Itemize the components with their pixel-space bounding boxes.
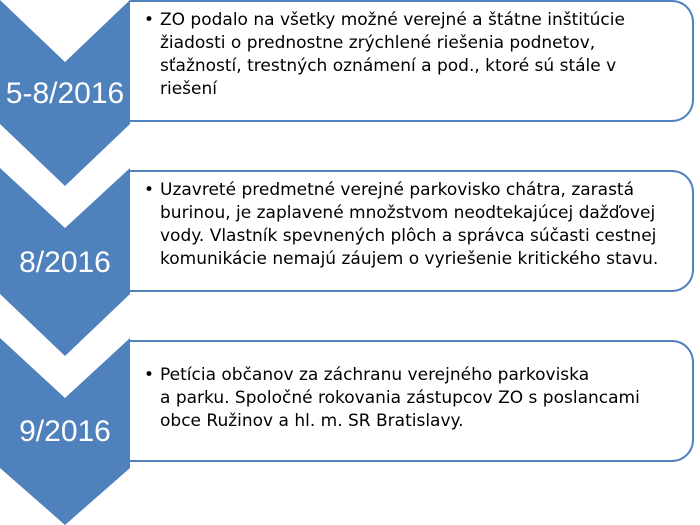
- timeline-card-3: [130, 340, 694, 462]
- card-text: Petícia občanov za záchranu verejného parkoviska a parku. Spoločné rokovania zástupcov ZO s poslancami obce Ružinov a hl. m. SR Bratislavy.: [160, 365, 640, 431]
- timeline-card-1: [130, 0, 694, 122]
- date-label-step-2: 8/2016: [19, 246, 111, 279]
- timeline-card-2: [130, 170, 694, 292]
- bullet-icon: •: [144, 10, 155, 30]
- date-label-step-3: 9/2016: [19, 415, 111, 448]
- card-bullet-row: [144, 364, 682, 433]
- card-bullet-row: [144, 179, 682, 271]
- card-bullet-row: [144, 9, 682, 101]
- bullet-icon: •: [144, 365, 155, 385]
- date-label-step-1: 5-8/2016: [5, 77, 125, 110]
- bullet-icon: •: [144, 180, 155, 200]
- card-text: Uzavreté predmetné verejné parkovisko chátra, zarastá burinou, je zaplavené množstvom neodtekajúcej dažďovej vody. Vlastník spevnených plôch a správca súčasti cestnej komunikácie nemajú záujem o vyriešenie kritického stavu.: [160, 180, 659, 269]
- card-text: ZO podalo na všetky možné verejné a štátne inštitúcie žiadosti o prednostne zrýchlené riešenia podnetov, sťažností, trestných oznámení a pod., ktoré sú stále v riešení: [160, 10, 625, 99]
